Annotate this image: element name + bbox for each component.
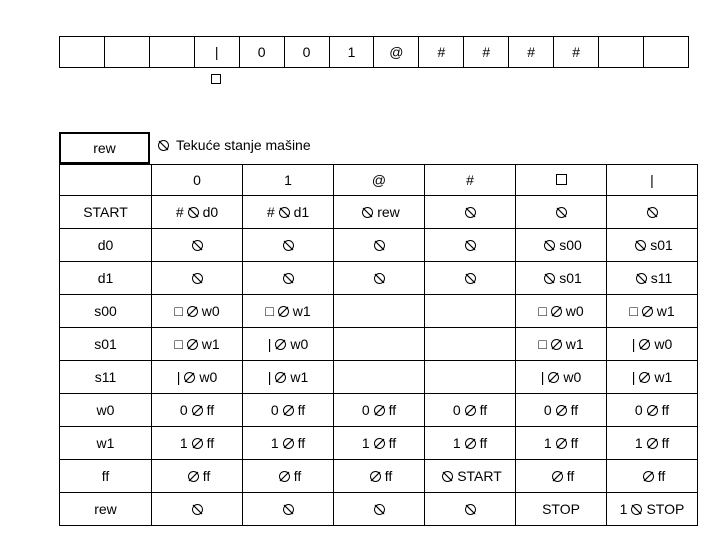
transition-cell <box>516 295 607 328</box>
next-state: STOP <box>542 501 580 517</box>
arrow-left-icon <box>464 503 477 516</box>
arrow-left-icon <box>373 272 386 285</box>
transition-cell <box>152 196 243 229</box>
write-symbol: 1 <box>179 435 188 451</box>
write-symbol: # <box>266 204 275 220</box>
transition-cell <box>425 394 516 427</box>
arrow-left-icon <box>634 239 647 252</box>
write-symbol: | <box>631 336 636 352</box>
next-state: w1 <box>292 303 311 319</box>
tape-cell <box>599 37 644 67</box>
row-state-label: rew <box>60 493 152 526</box>
next-state: ff <box>661 402 670 418</box>
arrow-right-icon <box>274 338 287 351</box>
transition-cell <box>152 427 243 460</box>
transition-cell <box>334 460 425 493</box>
transition-cell <box>152 460 243 493</box>
current-state-caption <box>157 137 311 153</box>
write-symbol: □ <box>629 303 638 319</box>
arrow-right-icon <box>277 305 290 318</box>
blank-symbol-icon <box>556 174 567 185</box>
arrow-left-icon <box>464 206 477 219</box>
arrow-right-icon <box>278 470 291 483</box>
write-symbol: | <box>540 369 545 385</box>
transition-cell <box>243 427 334 460</box>
arrow-right-icon <box>641 305 654 318</box>
transition-cell <box>243 262 334 295</box>
arrow-left-icon <box>191 239 204 252</box>
transition-cell <box>152 295 243 328</box>
arrow-left-icon <box>157 139 170 152</box>
transition-cell <box>425 361 516 394</box>
arrow-right-icon <box>191 404 204 417</box>
table-header-row <box>60 165 698 196</box>
arrow-left-icon <box>630 503 643 516</box>
next-state: ff <box>297 402 306 418</box>
table-row <box>60 229 698 262</box>
arrow-right-icon <box>464 404 477 417</box>
next-state: ff <box>661 435 670 451</box>
transition-cell <box>516 394 607 427</box>
column-header <box>516 165 607 196</box>
arrow-left-icon <box>191 503 204 516</box>
arrow-left-icon <box>373 503 386 516</box>
transition-cell <box>425 196 516 229</box>
arrow-right-icon <box>550 305 563 318</box>
arrow-left-icon <box>635 272 648 285</box>
transition-cell <box>152 394 243 427</box>
transition-table <box>59 164 698 526</box>
column-header: # <box>425 165 516 196</box>
table-row <box>60 361 698 394</box>
transition-cell <box>243 229 334 262</box>
arrow-left-icon <box>282 503 295 516</box>
transition-cell <box>243 493 334 526</box>
transition-cell <box>607 427 698 460</box>
table-row <box>60 493 698 526</box>
transition-cell <box>334 361 425 394</box>
transition-cell <box>243 196 334 229</box>
transition-cell <box>516 196 607 229</box>
arrow-right-icon <box>555 404 568 417</box>
arrow-left-icon <box>282 239 295 252</box>
arrow-left-icon <box>543 239 556 252</box>
next-state: START <box>457 468 502 484</box>
write-symbol: □ <box>174 303 183 319</box>
transition-cell <box>607 328 698 361</box>
row-state-label: w0 <box>60 394 152 427</box>
transition-cell <box>516 493 607 526</box>
table-row <box>60 427 698 460</box>
arrow-right-icon <box>646 437 659 450</box>
header-corner <box>60 165 152 196</box>
tape-cell: 0 <box>285 37 330 67</box>
transition-cell <box>334 196 425 229</box>
column-header: 1 <box>243 165 334 196</box>
next-state: ff <box>206 402 215 418</box>
next-state: w0 <box>201 303 220 319</box>
write-symbol: □ <box>538 303 547 319</box>
arrow-right-icon <box>555 437 568 450</box>
next-state: ff <box>293 468 302 484</box>
row-state-label: ff <box>60 460 152 493</box>
column-header: 0 <box>152 165 243 196</box>
arrow-right-icon <box>373 404 386 417</box>
write-symbol: | <box>267 369 272 385</box>
arrow-right-icon <box>547 371 560 384</box>
table-row <box>60 328 698 361</box>
transition-cell <box>607 229 698 262</box>
next-state: w1 <box>656 303 675 319</box>
arrow-left-icon <box>464 239 477 252</box>
tape-cell: @ <box>374 37 419 67</box>
row-state-label: w1 <box>60 427 152 460</box>
next-state: w0 <box>199 369 218 385</box>
tape-cell <box>105 37 150 67</box>
transition-cell <box>607 493 698 526</box>
transition-cell <box>425 229 516 262</box>
next-state: STOP <box>646 501 685 517</box>
transition-cell <box>334 493 425 526</box>
transition-cell <box>607 196 698 229</box>
transition-cell <box>152 262 243 295</box>
next-state: ff <box>297 435 306 451</box>
transition-cell <box>607 460 698 493</box>
next-state: s11 <box>650 270 673 286</box>
write-symbol: 0 <box>361 402 370 418</box>
write-symbol: | <box>176 369 181 385</box>
transition-cell <box>425 262 516 295</box>
transition-cell <box>425 295 516 328</box>
table-row <box>60 196 698 229</box>
write-symbol: □ <box>174 336 183 352</box>
arrow-right-icon <box>369 470 382 483</box>
arrow-right-icon <box>187 470 200 483</box>
next-state: w0 <box>290 336 309 352</box>
transition-cell <box>516 427 607 460</box>
transition-cell <box>425 493 516 526</box>
next-state: d0 <box>202 204 219 220</box>
row-state-label: START <box>60 196 152 229</box>
next-state: s01 <box>559 270 582 286</box>
arrow-right-icon <box>638 338 651 351</box>
tape-cell: # <box>464 37 509 67</box>
transition-cell <box>425 427 516 460</box>
arrow-right-icon <box>183 371 196 384</box>
transition-cell <box>607 394 698 427</box>
next-state: s00 <box>559 237 582 253</box>
write-symbol: 1 <box>452 435 461 451</box>
table-row <box>60 262 698 295</box>
transition-cell <box>425 328 516 361</box>
next-state: ff <box>206 435 215 451</box>
next-state: ff <box>202 468 211 484</box>
write-symbol: 1 <box>634 435 643 451</box>
tape-cell: 1 <box>330 37 375 67</box>
next-state: w1 <box>654 369 673 385</box>
next-state: w0 <box>563 369 582 385</box>
table-row <box>60 295 698 328</box>
write-symbol: 0 <box>270 402 279 418</box>
arrow-left-icon <box>555 206 568 219</box>
arrow-left-icon <box>441 470 454 483</box>
next-state: ff <box>479 402 488 418</box>
arrow-left-icon <box>646 206 659 219</box>
write-symbol: | <box>631 369 636 385</box>
current-state-box <box>59 132 150 164</box>
transition-cell <box>516 361 607 394</box>
column-header: | <box>607 165 698 196</box>
arrow-right-icon <box>282 404 295 417</box>
transition-cell <box>607 295 698 328</box>
arrow-left-icon <box>373 239 386 252</box>
next-state: ff <box>570 435 579 451</box>
arrow-right-icon <box>186 338 199 351</box>
write-symbol: | <box>267 336 272 352</box>
next-state: ff <box>384 468 393 484</box>
next-state: ff <box>566 468 575 484</box>
arrow-right-icon <box>274 371 287 384</box>
transition-cell <box>516 262 607 295</box>
tape-cell: | <box>195 37 240 67</box>
next-state: ff <box>479 435 488 451</box>
transition-cell <box>152 328 243 361</box>
table-row <box>60 460 698 493</box>
write-symbol: □ <box>265 303 274 319</box>
tape-head-marker <box>211 74 221 84</box>
arrow-right-icon <box>638 371 651 384</box>
tape-cell: # <box>419 37 464 67</box>
arrow-right-icon <box>191 437 204 450</box>
write-symbol: 0 <box>543 402 552 418</box>
transition-cell <box>516 460 607 493</box>
arrow-right-icon <box>646 404 659 417</box>
arrow-left-icon <box>464 272 477 285</box>
arrow-right-icon <box>282 437 295 450</box>
transition-cell <box>334 262 425 295</box>
write-symbol: # <box>175 204 184 220</box>
transition-cell <box>425 460 516 493</box>
next-state: ff <box>388 435 397 451</box>
tape-cell: 0 <box>240 37 285 67</box>
transition-cell <box>607 361 698 394</box>
transition-cell <box>334 229 425 262</box>
arrow-left-icon <box>187 206 200 219</box>
arrow-right-icon <box>550 338 563 351</box>
arrow-right-icon <box>464 437 477 450</box>
arrow-right-icon <box>642 470 655 483</box>
tape-cell <box>644 37 688 67</box>
transition-cell <box>152 493 243 526</box>
row-state-label: s11 <box>60 361 152 394</box>
table-row <box>60 394 698 427</box>
next-state: w0 <box>565 303 584 319</box>
write-symbol: 0 <box>634 402 643 418</box>
arrow-left-icon <box>361 206 374 219</box>
write-symbol: 1 <box>543 435 552 451</box>
transition-cell <box>243 328 334 361</box>
arrow-left-icon <box>543 272 556 285</box>
arrow-right-icon <box>551 470 564 483</box>
transition-cell <box>152 229 243 262</box>
transition-cell <box>334 394 425 427</box>
transition-cell <box>152 361 243 394</box>
column-header: @ <box>334 165 425 196</box>
arrow-left-icon <box>278 206 291 219</box>
write-symbol: 1 <box>361 435 370 451</box>
transition-cell <box>334 328 425 361</box>
transition-cell <box>607 262 698 295</box>
write-symbol: 1 <box>619 501 628 517</box>
row-state-label: s01 <box>60 328 152 361</box>
transition-cell <box>243 394 334 427</box>
arrow-right-icon <box>186 305 199 318</box>
next-state: ff <box>657 468 666 484</box>
row-state-label: d1 <box>60 262 152 295</box>
transition-cell <box>334 427 425 460</box>
next-state: s01 <box>650 237 673 253</box>
row-state-label: d0 <box>60 229 152 262</box>
transition-cell <box>516 328 607 361</box>
arrow-left-icon <box>191 272 204 285</box>
transition-cell <box>243 460 334 493</box>
next-state: w1 <box>565 336 584 352</box>
next-state: w1 <box>290 369 309 385</box>
next-state: ff <box>570 402 579 418</box>
transition-cell <box>243 361 334 394</box>
current-state-label: rew <box>93 140 116 156</box>
write-symbol: 0 <box>452 402 461 418</box>
tape-cell <box>150 37 195 67</box>
transition-cell <box>243 295 334 328</box>
tape-cell <box>60 37 105 67</box>
next-state: d1 <box>293 204 310 220</box>
write-symbol: □ <box>538 336 547 352</box>
next-state: w0 <box>654 336 673 352</box>
tape-cell: # <box>509 37 554 67</box>
write-symbol: 1 <box>270 435 279 451</box>
next-state: rew <box>377 204 400 220</box>
arrow-left-icon <box>282 272 295 285</box>
tape <box>59 36 689 68</box>
arrow-right-icon <box>373 437 386 450</box>
row-state-label: s00 <box>60 295 152 328</box>
next-state: ff <box>388 402 397 418</box>
caption-text: Tekuće stanje mašine <box>176 137 311 153</box>
tape-cell: # <box>554 37 599 67</box>
transition-cell <box>334 295 425 328</box>
next-state: w1 <box>201 336 220 352</box>
transition-cell <box>516 229 607 262</box>
write-symbol: 0 <box>179 402 188 418</box>
